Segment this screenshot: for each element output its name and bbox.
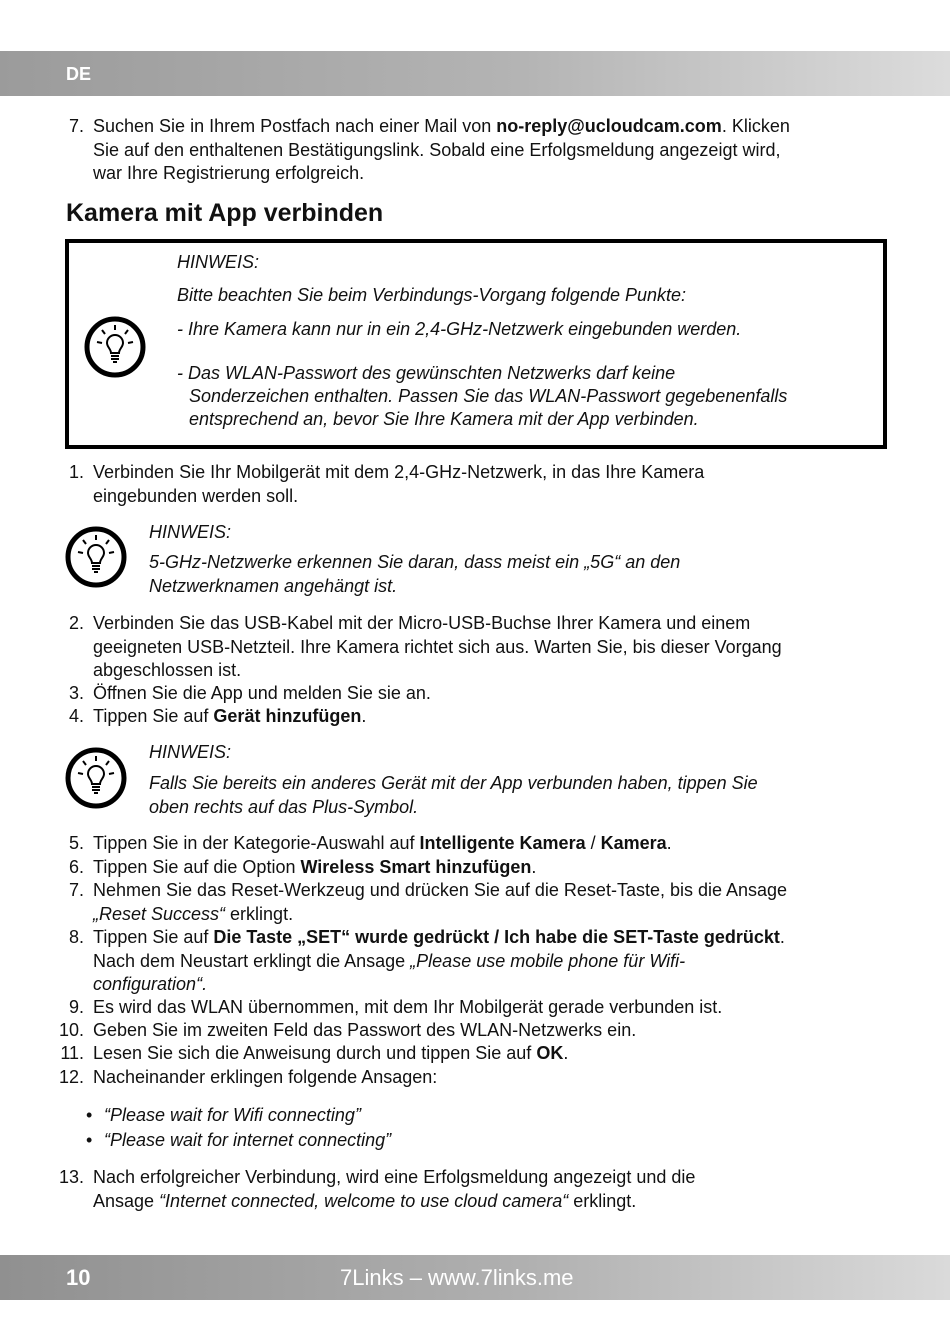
- text: Ansage: [93, 1190, 160, 1211]
- text: . Klicken: [721, 116, 790, 136]
- list-number: 5.: [68, 833, 84, 853]
- list-number: 7.: [68, 116, 84, 136]
- text: Tippen Sie in der Kategorie-Auswahl auf: [93, 833, 420, 853]
- list-number: 12.: [58, 1067, 84, 1087]
- ui-term: OK: [536, 1043, 564, 1063]
- lightbulb-icon: [83, 315, 147, 379]
- text: Nach dem Neustart erklingt die Ansage: [93, 950, 411, 971]
- list-number: 8.: [68, 927, 84, 947]
- text: Nach erfolgreicher Verbindung, wird eine Erfolgsmeldung angezeigt und die: [93, 1167, 696, 1187]
- text: Es wird das WLAN übernommen, mit dem Ihr Mobilgerät gerade verbunden ist.: [93, 997, 723, 1017]
- email-address: no-reply@ucloudcam.com: [496, 116, 722, 136]
- page-number: 10: [66, 1265, 91, 1290]
- list-number: 7.: [68, 880, 84, 900]
- text: .: [563, 1043, 569, 1063]
- text: abgeschlossen ist.: [93, 660, 242, 680]
- text: Tippen Sie auf: [93, 927, 214, 947]
- note-point: Sonderzeichen enthalten. Passen Sie das WLAN-Passwort gegebenenfalls: [189, 386, 788, 406]
- lightbulb-icon: [64, 746, 128, 810]
- note-point: entsprechend an, bevor Sie Ihre Kamera mit der App verbinden.: [189, 409, 699, 429]
- text: Nehmen Sie das Reset-Werkzeug und drücken Sie auf die Reset-Taste, bis die Ansage: [93, 880, 788, 900]
- note-point: - Das WLAN-Passwort des gewünschten Netzwerks darf keine: [177, 363, 676, 383]
- text: /: [585, 833, 601, 853]
- note-title: HINWEIS:: [149, 742, 232, 762]
- note-text: oben rechts auf das Plus-Symbol.: [149, 797, 419, 817]
- announcement: “Please wait for Wifi connecting”: [104, 1105, 361, 1125]
- text: Nacheinander erklingen folgende Ansagen:: [93, 1067, 438, 1087]
- note-box: [65, 239, 887, 449]
- bullet-symbol: •: [86, 1105, 93, 1125]
- announcement: „Please use mobile phone für Wifi-: [410, 950, 686, 971]
- list-number: 9.: [68, 997, 84, 1017]
- text: geeigneten USB-Netzteil. Ihre Kamera richtet sich aus. Warten Sie, bis dieser Vorgang: [93, 636, 782, 657]
- ui-term: Die Taste „SET“ wurde gedrückt / Ich habe die SET-Taste gedrückt: [213, 927, 780, 947]
- list-number: 10.: [58, 1020, 84, 1040]
- text: .: [531, 857, 537, 877]
- text: erklingt.: [225, 903, 294, 924]
- footer-link-text: 7Links – www.7links.me: [340, 1265, 574, 1290]
- text: Tippen Sie auf: [93, 706, 214, 726]
- announcement: “Please wait for internet connecting”: [104, 1130, 392, 1150]
- announcement: “Internet connected, welcome to use cloud camera“: [159, 1190, 569, 1211]
- list-number: 4.: [68, 706, 84, 726]
- note-text: 5-GHz-Netzwerke erkennen Sie daran, dass meist ein „5G“ an den: [149, 552, 681, 572]
- section-title: Kamera mit App verbinden: [66, 199, 384, 227]
- text: Geben Sie im zweiten Feld das Passwort des WLAN-Netzwerks ein.: [93, 1020, 637, 1040]
- text: Lesen Sie sich die Anweisung durch und tippen Sie auf: [93, 1043, 537, 1063]
- list-number: 6.: [68, 857, 84, 877]
- text: .: [666, 833, 672, 853]
- text: erklingt.: [568, 1190, 637, 1211]
- ui-term: Wireless Smart hinzufügen: [300, 857, 532, 877]
- header-bar: [0, 51, 950, 96]
- footer-bar: [0, 1255, 950, 1300]
- list-number: 13.: [58, 1167, 84, 1187]
- bullet-symbol: •: [86, 1130, 93, 1150]
- text: .: [361, 706, 367, 726]
- announcement: configuration“.: [93, 974, 208, 994]
- lightbulb-icon: [64, 525, 128, 589]
- text: Öffnen Sie die App und melden Sie sie an.: [93, 683, 431, 703]
- note-title: HINWEIS:: [149, 522, 232, 542]
- ui-term: Gerät hinzufügen: [213, 706, 362, 726]
- list-number: 1.: [68, 462, 84, 482]
- note-intro: Bitte beachten Sie beim Verbindungs-Vorgang folgende Punkte:: [177, 285, 687, 305]
- note-text: Netzwerknamen angehängt ist.: [149, 576, 398, 596]
- note-text: Falls Sie bereits ein anderes Gerät mit der App verbunden haben, tippen Sie: [149, 773, 758, 793]
- note-title: HINWEIS:: [177, 252, 260, 272]
- list-number: 2.: [68, 613, 84, 633]
- ui-term: Intelligente Kamera: [419, 833, 586, 853]
- list-number: 11.: [60, 1043, 84, 1063]
- text: Tippen Sie auf die Option: [93, 857, 301, 877]
- text: Suchen Sie in Ihrem Postfach nach einer Mail von: [93, 116, 497, 136]
- language-label: DE: [66, 64, 92, 84]
- text: Verbinden Sie das USB-Kabel mit der Micro-USB-Buchse Ihrer Kamera und einem: [93, 613, 751, 633]
- ui-term: Kamera: [600, 833, 667, 853]
- text: .: [779, 927, 785, 947]
- note-point: - Ihre Kamera kann nur in ein 2,4-GHz-Netzwerk eingebunden werden.: [177, 319, 742, 339]
- list-number: 3.: [68, 683, 84, 703]
- text: war Ihre Registrierung erfolgreich.: [93, 163, 365, 183]
- announcement: „Reset Success“: [93, 903, 226, 924]
- text: Verbinden Sie Ihr Mobilgerät mit dem 2,4-GHz-Netzwerk, in das Ihre Kamera: [93, 462, 705, 482]
- text: Sie auf den enthaltenen Bestätigungslink. Sobald eine Erfolgsmeldung angezeigt wird,: [93, 139, 781, 160]
- text: eingebunden werden soll.: [93, 485, 299, 506]
